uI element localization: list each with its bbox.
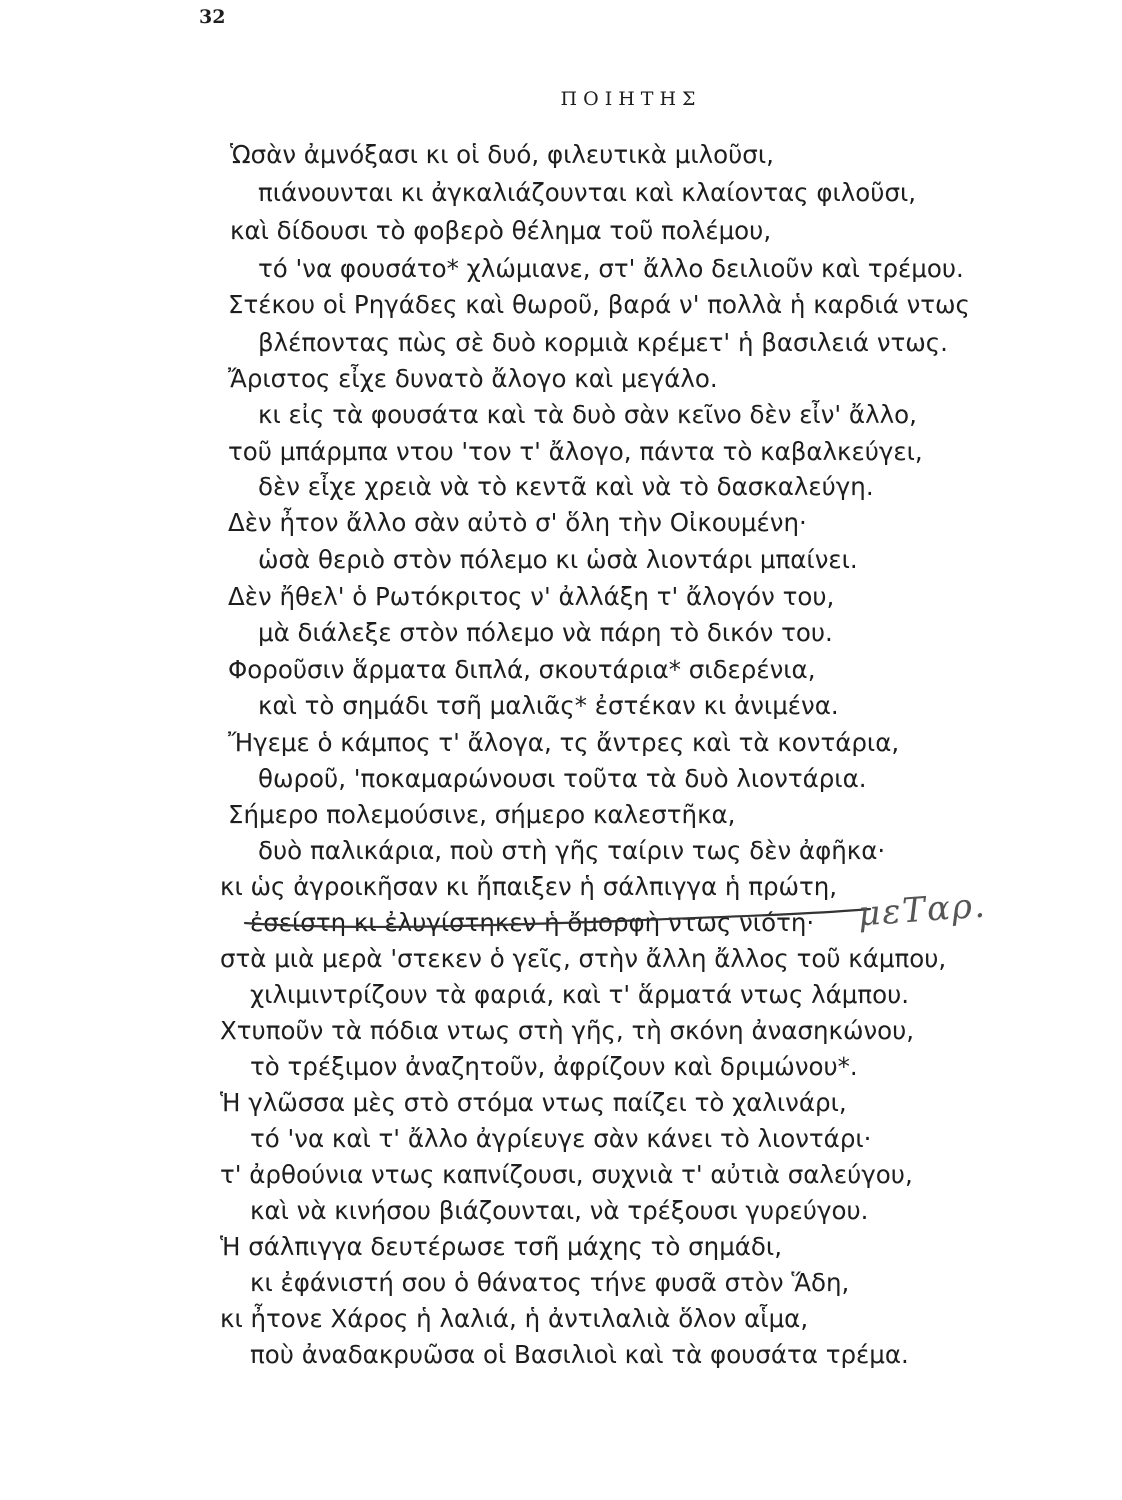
poem-line: χιλιμιντρίζουν τὰ φαριά, καὶ τ' ἅρματά ντως λάμπου.: [250, 980, 910, 1009]
handwritten-margin-note: μεΤαρ.: [856, 885, 989, 935]
poem-line: δὲν εἶχε χρειὰ νὰ τὸ κεντᾶ καὶ νὰ τὸ δασκαλεύγη.: [258, 472, 874, 501]
poem-title: ΠΟΙΗΤΗΣ: [560, 88, 702, 110]
poem-line: Ἄριστος εἶχε δυνατὸ ἄλογο καὶ μεγάλο.: [228, 364, 718, 393]
poem-line: Ἤγεμε ὁ κάμπος τ' ἄλογα, τς ἄντρες καὶ τὰ κοντάρια,: [228, 728, 900, 757]
poem-line: καὶ νὰ κινήσου βιάζουνται, νὰ τρέξουσι γυρεύγου.: [250, 1196, 869, 1225]
page-number: 32: [199, 6, 226, 28]
poem-line: τό 'να φουσάτο* χλώμιανε, στ' ἄλλο δειλιοῦν καὶ τρέμου.: [258, 254, 964, 283]
poem-line: Φοροῦσιν ἅρματα διπλά, σκουτάρια* σιδερένια,: [228, 655, 816, 684]
poem-line: τὸ τρέξιμον ἀναζητοῦν, ἀφρίζουν καὶ δριμώνου*.: [250, 1052, 858, 1081]
poem-line: κι ἦτονε Χάρος ἡ λαλιά, ἡ ἀντιλαλιὰ ὅλον αἷμα,: [220, 1304, 809, 1333]
poem-line: Στέκου οἱ Ρηγάδες καὶ θωροῦ, βαρά ν' πολλὰ ἡ καρδιά ντως: [228, 290, 970, 319]
poem-line: θωροῦ, 'ποκαμαρώνουσι τοῦτα τὰ δυὸ λιοντάρια.: [258, 764, 867, 793]
poem-line: κι ἐφάνιστή σου ὁ θάνατος τήνε φυσᾶ στὸν Ἅδη,: [250, 1268, 850, 1297]
poem-line: κι ὡς ἀγροικῆσαν κι ἤπαιξεν ἡ σάλπιγγα ἡ πρώτη,: [220, 872, 838, 901]
poem-line: ποὺ ἀναδακρυῶσα οἱ Βασιλιοὶ καὶ τὰ φουσάτα τρέμα.: [250, 1340, 909, 1369]
poem-line: Ὡσὰν ἀμνόξασι κι οἱ δυό, φιλευτικὰ μιλοῦσι,: [230, 140, 774, 169]
poem-line: δυὸ παλικάρια, ποὺ στὴ γῆς ταίριν τως δὲν ἀφῆκα·: [258, 836, 886, 865]
poem-line: Σήμερο πολεμούσινε, σήμερο καλεστῆκα,: [228, 800, 736, 829]
poem-line: ἐσείστη κι ἐλυγίστηκεν ἡ ὄμορφὴ ντως νιότη·: [250, 908, 815, 937]
poem-line: στὰ μιὰ μερὰ 'στεκεν ὁ γεῖς, στὴν ἄλλη ἄλλος τοῦ κάμπου,: [220, 944, 947, 973]
poem-line: τ' ἀρθούνια ντως καπνίζουσι, συχνιὰ τ' αὐτιὰ σαλεύγου,: [220, 1160, 913, 1189]
poem-line: μὰ διάλεξε στὸν πόλεμο νὰ πάρη τὸ δικόν του.: [258, 618, 833, 647]
poem-line: Ἡ γλῶσσα μὲς στὸ στόμα ντως παίζει τὸ χαλινάρι,: [220, 1088, 847, 1117]
poem-line: καὶ τὸ σημάδι τσῆ μαλιᾶς* ἐστέκαν κι ἀνιμένα.: [258, 691, 839, 720]
poem-line: πιάνουνται κι ἀγκαλιάζουνται καὶ κλαίοντας φιλοῦσι,: [258, 178, 917, 207]
poem-line: καὶ δίδουσι τὸ φοβερὸ θέλημα τοῦ πολέμου,: [230, 216, 772, 245]
poem-line: Ἡ σάλπιγγα δευτέρωσε τσῆ μάχης τὸ σημάδι,: [220, 1232, 783, 1261]
poem-line: Δὲν ἤθελ' ὁ Ρωτόκριτος ν' ἀλλάξη τ' ἄλογόν του,: [228, 582, 835, 611]
handwritten-underline: [240, 895, 880, 935]
poem-line: τοῦ μπάρμπα ντου 'τον τ' ἄλογο, πάντα τὸ καβαλκεύγει,: [228, 437, 923, 466]
poem-line: Χτυποῦν τὰ πόδια ντως στὴ γῆς, τὴ σκόνη ἀνασηκώνου,: [220, 1016, 915, 1045]
poem-line: Δὲν ἦτον ἄλλο σὰν αὐτὸ σ' ὅλη τὴν Οἰκουμένη·: [228, 508, 807, 537]
poem-line: κι εἰς τὰ φουσάτα καὶ τὰ δυὸ σὰν κεῖνο δὲν εἶν' ἄλλο,: [258, 400, 917, 429]
poem-line: τό 'να καὶ τ' ἄλλο ἀγρίευγε σὰν κάνει τὸ λιοντάρι·: [250, 1124, 872, 1153]
poem-line: βλέποντας πὼς σὲ δυὸ κορμιὰ κρέμετ' ἡ βασιλειά ντως.: [258, 328, 948, 357]
poem-line: ὡσὰ θεριὸ στὸν πόλεμο κι ὡσὰ λιοντάρι μπαίνει.: [258, 545, 858, 574]
